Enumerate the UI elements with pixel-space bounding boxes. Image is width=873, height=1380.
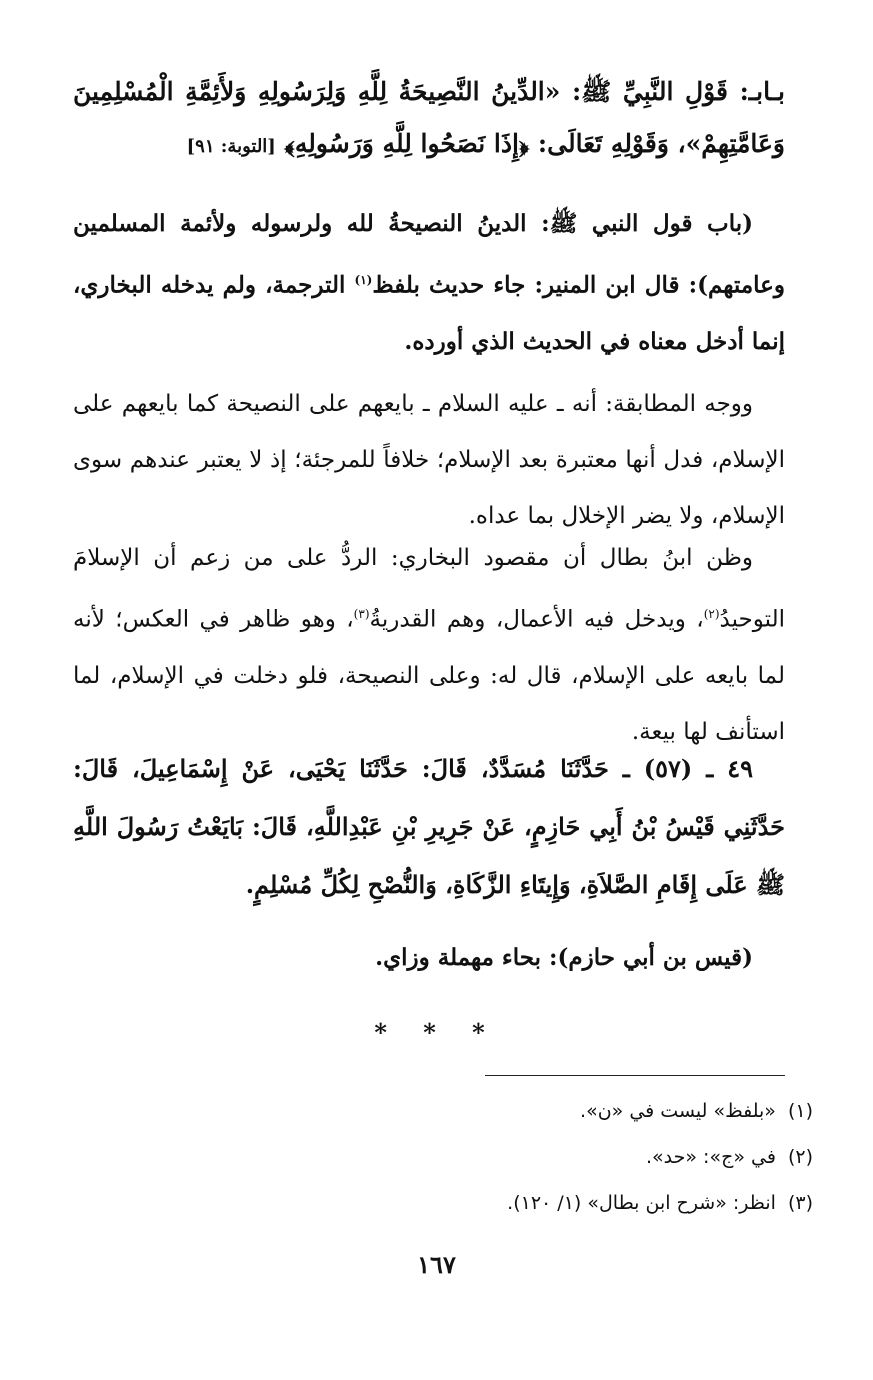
chapter-title: قَوْلِ النَّبِيِّ ﷺ: «الدِّينُ النَّصِيحَةُ لِلَّهِ وَلِرَسُولِهِ وَلأَئِمَّةِ الْمُسْلِمِينَ وَعَامَّتِهِمْ»، وَقَوْلِهِ تَعَالَى: ﴿إِذَا نَصَحُوا لِلَّهِ وَرَسُولِهِ﴾ [73, 77, 785, 158]
chapter-heading [73, 66, 785, 173]
paragraph-text: ، وهو ظاهر في العكس؛ لأنه لما بايعه على الإسلام، قال له: وعلى النصيحة، فلو دخلت في الإسلام، لما استأنف لها بيعة. [73, 606, 785, 745]
page-number: ١٦٧ [417, 1250, 456, 1279]
footnote-number: (٢) [787, 1146, 813, 1168]
commentary-paragraph-1 [73, 196, 785, 370]
quran-reference: [التوبة: ٩١] [186, 136, 276, 157]
commentary-paragraph-2: ووجه المطابقة: أنه ـ عليه السلام ـ بايعهم على النصيحة كما بايعهم على الإسلام، فدل أنها معتبرة بعد الإسلام؛ خلافاً للمرجئة؛ إذ لا يعتبر عندهم سوى الإسلام، ولا يضر الإخلال بما عداه. [73, 391, 785, 529]
footnote-3 [113, 1180, 813, 1226]
footnote-divider [485, 1075, 785, 1076]
commentary-paragraph-5: (قيس بن أبي حازم): بحاء مهملة وزاي. [375, 944, 753, 971]
footnote-text: انظر: «شرح ابن بطال» (١/ ١٢٠). [507, 1192, 776, 1214]
footnote-2 [113, 1134, 813, 1180]
footnote-text: في «ج»: «حد». [646, 1146, 776, 1168]
footnotes [113, 1088, 813, 1226]
commentary-paragraph-3 [73, 530, 785, 760]
paragraph-text: (باب قول النبي ﷺ: الدينُ النصيحةُ لله ولرسوله ولأئمة المسلمين وعامتهم): قال ابن المنير: جاء حديث بلفظ [73, 210, 785, 299]
hadith-text: ٤٩ ـ (٥٧) ـ حَدَّثَنَا مُسَدَّدٌ، قَالَ: حَدَّثَنَا يَحْيَى، عَنْ إِسْمَاعِيلَ، قَالَ: حَدَّثَنِي قَيْسُ بْنُ أَبِي حَازِمٍ، عَنْ جَرِيرِ بْنِ عَبْدِاللَّهِ، قَالَ: بَايَعْتُ رَسُولَ اللَّهِ ﷺ عَلَى إِقَامِ الصَّلاَةِ، وَإِيتَاءِ الزَّكَاةِ، وَالنُّصْحِ لِكُلِّ مُسْلِمٍ. [73, 754, 785, 899]
paragraph-text: الترجمة، ولم يدخله البخاري، إنما أدخل معناه في الحديث الذي أورده. [73, 271, 785, 355]
footnote-number: (١) [787, 1100, 813, 1122]
footnote-marker-3: (٣) [353, 607, 370, 621]
footnote-text: «بلفظ» ليست في «ن». [580, 1100, 776, 1122]
paragraph-text: وظن ابنُ بطال أن مقصود البخاري: الردُّ على من زعم أن الإسلامَ التوحيدُ [73, 545, 785, 633]
footnote-marker-1: (١) [354, 273, 373, 287]
chapter-label: بـابـ: [739, 77, 785, 106]
paragraph-text: ، ويدخل فيه الأعمال، وهم القدريةُ [369, 606, 704, 633]
section-separator: * * * [374, 1018, 499, 1047]
footnote-number: (٣) [787, 1192, 813, 1214]
footnote-1 [113, 1088, 813, 1134]
footnote-marker-2: (٢) [703, 607, 720, 621]
